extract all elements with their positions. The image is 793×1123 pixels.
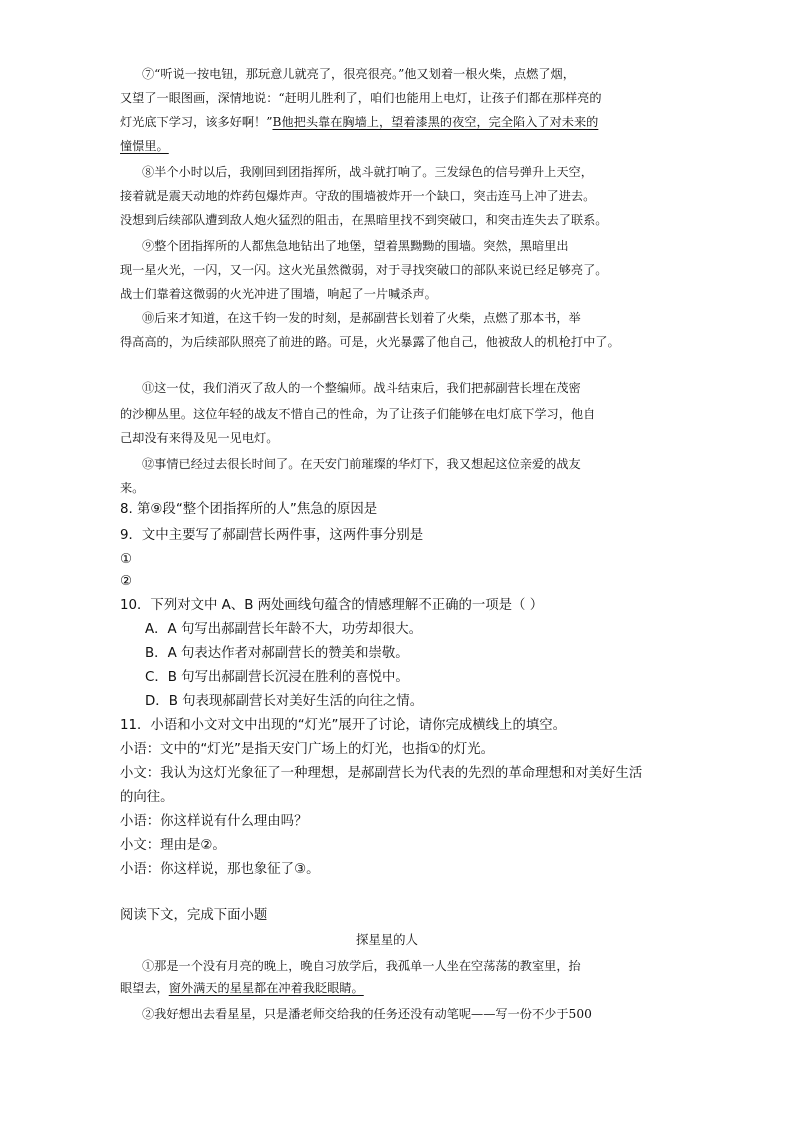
passage-p1-line-2-text: 眼望去，: [120, 981, 169, 995]
question-10-option-b: B．A 句表达作者对郝副营长的赞美和崇敬。: [145, 646, 409, 661]
passage-p2-line-1: ②我好想出去看星星，只是潘老师交给我的任务还没有动笔呢——写一份不少于500: [142, 1007, 592, 1021]
question-8: 8. 第⑨段“整个团指挥所的人”焦急的原因是: [120, 502, 378, 517]
dialogue-line-4: 小文：理由是②。: [120, 838, 226, 853]
passage-p1-line-2: [120, 978, 364, 998]
p7-line-1: ⑦“听说一按电钮，那玩意儿就亮了，很亮很亮。”他又划着一根火柴，点燃了烟，: [142, 67, 575, 81]
reading-instruction: 阅读下文，完成下面小题: [120, 908, 268, 923]
question-10-option-d: D．B 句表现郝副营长对美好生活的向往之情。: [145, 694, 424, 709]
p10-line-2: 得高高的，为后续部队照亮了前进的路。可是，火光暴露了他自己，他被敌人的机枪打中了。: [120, 335, 620, 349]
p9-line-3: 战士们靠着这微弱的火光冲进了围墙，响起了一片喊杀声。: [120, 287, 437, 301]
p12-line-2: 来。: [120, 481, 145, 495]
p7-line-2: 又望了一眼图画，深情地说：“赶明儿胜利了，咱们也能用上电灯，让孩子们都在那样亮的: [120, 91, 602, 105]
p10-line-1: ⑩后来才知道，在这千钧一发的时刻，是郝副营长划着了火柴，点燃了那本书，举: [142, 311, 581, 325]
p8-line-3: 没想到后续部队遭到敌人炮火猛烈的阻击，在黑暗里找不到突破口，和突击连失去了联系。: [120, 213, 608, 227]
question-10-option-c: C．B 句写出郝副营长沉浸在胜利的喜悦中。: [145, 670, 409, 685]
underlined-sentence-b: B他把头靠在胸墙上，望着漆黑的夜空，完全陷入了对未来的: [272, 115, 599, 129]
p8-line-1: ⑧半个小时以后，我刚回到团指挥所，战斗就打响了。三发绿色的信号弹升上天空，: [142, 165, 593, 179]
p11-line-3: 己却没有来得及见一见电灯。: [120, 431, 279, 445]
dialogue-line-3: 小语：你这样说有什么理由吗？: [120, 814, 308, 829]
p11-line-2: 的沙柳丛里。这位年轻的战友不惜自己的性命，为了让孩子们能够在电灯底下学习，他自: [120, 407, 596, 421]
dialogue-line-2-cont: 的向往。: [120, 790, 174, 805]
p8-line-2: 接着就是震天动地的炸药包爆炸声。守敌的围墙被炸开一个缺口，突击连马上冲了进去。: [120, 189, 596, 203]
p7-line-3-text: 灯光底下学习，该多好啊！”: [120, 115, 273, 129]
p9-line-2: 现一星火光，一闪，又一闪。这火光虽然微弱，对于寻找突破口的部队来说已经足够亮了。: [120, 263, 608, 277]
question-10: 10．下列对文中 A、B 两处画线句蕴含的情感理解不正确的一项是（ ）: [120, 598, 544, 613]
p12-line-1: ⑫事情已经过去很长时间了。在天安门前璀璨的华灯下，我又想起这位亲爱的战友: [142, 457, 581, 471]
underlined-sentence: 窗外满天的星星都在冲着我眨眼睛。: [168, 981, 364, 995]
p7-line-4: 憧憬里。: [120, 139, 169, 153]
question-10-option-a: A．A 句写出郝副营长年龄不大，功劳却很大。: [145, 622, 422, 637]
dialogue-line-5: 小语：你这样说，那也象征了③。: [120, 862, 320, 877]
question-9: 9．文中主要写了郝副营长两件事，这两件事分别是: [120, 528, 424, 543]
passage-title: 探星星的人: [356, 932, 418, 947]
p11-line-1: ⑪这一仗，我们消灭了敌人的一个整编师。战斗结束后，我们把郝副营长埋在茂密: [142, 381, 581, 395]
question-11: 11．小语和小文对文中出现的“灯光”展开了讨论，请你完成横线上的填空。: [120, 718, 567, 733]
p7-line-3: [120, 112, 598, 132]
dialogue-line-1: 小语：文中的“灯光”是指天安门广场上的灯光，也指①的灯光。: [120, 742, 495, 757]
dialogue-line-2: 小文：我认为这灯光象征了一种理想，是郝副营长为代表的先烈的革命理想和对美好生活: [120, 766, 643, 781]
p9-line-1: ⑨整个团指挥所的人都焦急地钻出了地堡，望着黑黝黝的围墙。突然，黑暗里出: [142, 239, 569, 253]
question-9-blank-1: ①: [120, 552, 133, 567]
question-9-blank-2: ②: [120, 574, 133, 589]
passage-p1-line-1: ①那是一个没有月亮的晚上，晚自习放学后，我孤单一人坐在空荡荡的教室里，抬: [142, 959, 581, 973]
